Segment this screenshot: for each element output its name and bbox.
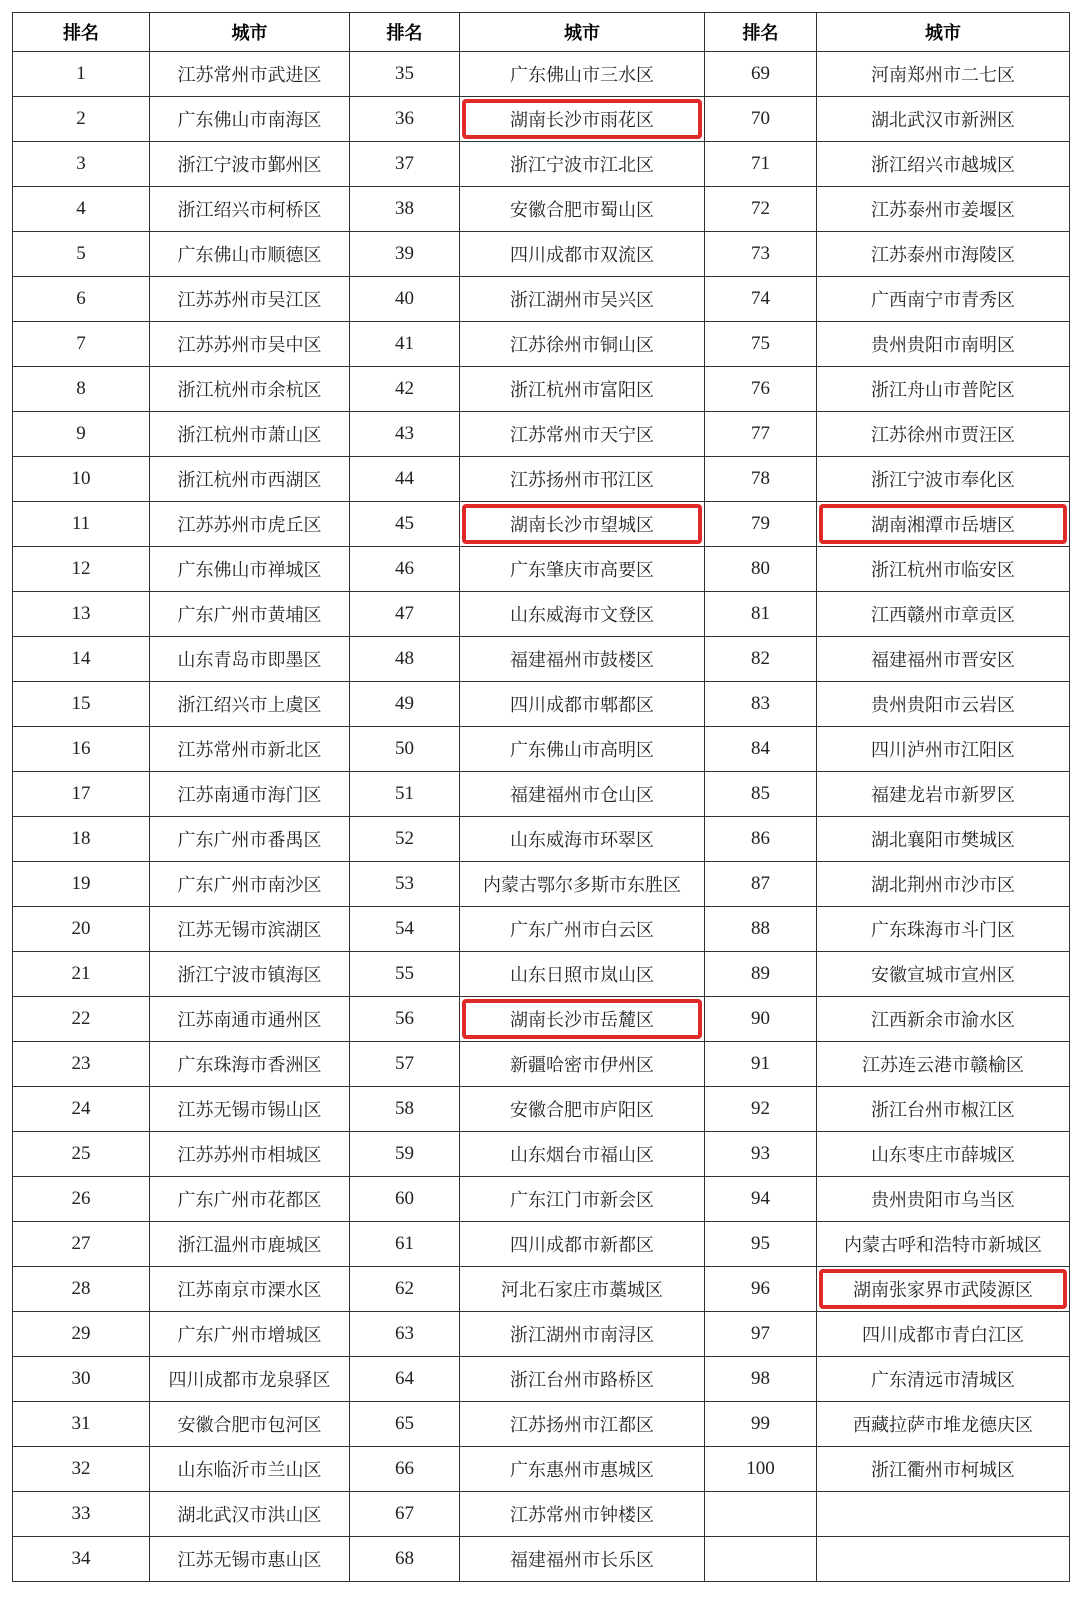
city-cell: 江苏徐州市贾汪区 bbox=[817, 412, 1070, 457]
rank-cell: 88 bbox=[705, 907, 817, 952]
header-rank-3: 排名 bbox=[705, 13, 817, 52]
rank-cell: 71 bbox=[705, 142, 817, 187]
city-cell: 四川泸州市江阳区 bbox=[817, 727, 1070, 772]
city-cell: 四川成都市双流区 bbox=[460, 232, 705, 277]
rank-cell: 68 bbox=[350, 1537, 460, 1582]
rank-cell: 53 bbox=[350, 862, 460, 907]
city-cell: 广东佛山市三水区 bbox=[460, 52, 705, 97]
table-header-row bbox=[13, 13, 1070, 52]
rank-cell: 56 bbox=[350, 997, 460, 1042]
rank-cell: 64 bbox=[350, 1357, 460, 1402]
city-cell: 浙江湖州市南浔区 bbox=[460, 1312, 705, 1357]
table-row bbox=[13, 367, 1070, 412]
table-body bbox=[13, 52, 1070, 1582]
table-row bbox=[13, 727, 1070, 772]
city-cell: 贵州贵阳市云岩区 bbox=[817, 682, 1070, 727]
city-cell: 广东肇庆市高要区 bbox=[460, 547, 705, 592]
rank-cell: 25 bbox=[13, 1132, 150, 1177]
rank-cell: 76 bbox=[705, 367, 817, 412]
city-cell: 福建福州市晋安区 bbox=[817, 637, 1070, 682]
rank-cell: 12 bbox=[13, 547, 150, 592]
table-row bbox=[13, 1042, 1070, 1087]
rank-cell: 92 bbox=[705, 1087, 817, 1132]
city-cell: 江苏无锡市滨湖区 bbox=[150, 907, 350, 952]
rank-cell: 66 bbox=[350, 1447, 460, 1492]
city-cell: 湖北武汉市洪山区 bbox=[150, 1492, 350, 1537]
rank-cell: 73 bbox=[705, 232, 817, 277]
table-row bbox=[13, 817, 1070, 862]
city-cell: 江苏连云港市赣榆区 bbox=[817, 1042, 1070, 1087]
table-row bbox=[13, 502, 1070, 547]
rank-cell: 2 bbox=[13, 97, 150, 142]
rank-cell: 15 bbox=[13, 682, 150, 727]
table-row bbox=[13, 772, 1070, 817]
city-cell: 广东珠海市香洲区 bbox=[150, 1042, 350, 1087]
city-cell: 江苏扬州市邗江区 bbox=[460, 457, 705, 502]
rank-cell: 69 bbox=[705, 52, 817, 97]
rank-cell: 7 bbox=[13, 322, 150, 367]
city-cell: 山东临沂市兰山区 bbox=[150, 1447, 350, 1492]
rank-cell: 47 bbox=[350, 592, 460, 637]
rank-cell: 82 bbox=[705, 637, 817, 682]
rank-cell: 98 bbox=[705, 1357, 817, 1402]
city-cell: 浙江温州市鹿城区 bbox=[150, 1222, 350, 1267]
rank-cell: 6 bbox=[13, 277, 150, 322]
city-cell: 浙江绍兴市上虞区 bbox=[150, 682, 350, 727]
rank-cell: 44 bbox=[350, 457, 460, 502]
rank-cell: 80 bbox=[705, 547, 817, 592]
rank-cell: 26 bbox=[13, 1177, 150, 1222]
city-cell: 广东佛山市顺德区 bbox=[150, 232, 350, 277]
rank-cell: 20 bbox=[13, 907, 150, 952]
city-cell: 江苏徐州市铜山区 bbox=[460, 322, 705, 367]
table-row bbox=[13, 637, 1070, 682]
rank-cell: 4 bbox=[13, 187, 150, 232]
rank-cell: 38 bbox=[350, 187, 460, 232]
table-row bbox=[13, 1087, 1070, 1132]
rank-cell: 10 bbox=[13, 457, 150, 502]
rank-cell: 28 bbox=[13, 1267, 150, 1312]
city-cell-highlighted: 湖南长沙市望城区 bbox=[460, 502, 705, 547]
city-cell: 山东枣庄市薛城区 bbox=[817, 1132, 1070, 1177]
city-cell: 山东青岛市即墨区 bbox=[150, 637, 350, 682]
city-cell: 浙江宁波市镇海区 bbox=[150, 952, 350, 997]
rank-cell: 99 bbox=[705, 1402, 817, 1447]
city-cell: 广东珠海市斗门区 bbox=[817, 907, 1070, 952]
city-cell: 浙江绍兴市柯桥区 bbox=[150, 187, 350, 232]
rank-cell: 94 bbox=[705, 1177, 817, 1222]
rank-cell: 72 bbox=[705, 187, 817, 232]
city-cell: 广东广州市增城区 bbox=[150, 1312, 350, 1357]
rank-cell: 21 bbox=[13, 952, 150, 997]
city-cell: 广东清远市清城区 bbox=[817, 1357, 1070, 1402]
rank-cell: 13 bbox=[13, 592, 150, 637]
city-cell: 江苏常州市新北区 bbox=[150, 727, 350, 772]
rank-cell: 59 bbox=[350, 1132, 460, 1177]
city-cell: 广东广州市黄埔区 bbox=[150, 592, 350, 637]
rank-cell: 61 bbox=[350, 1222, 460, 1267]
rank-cell: 19 bbox=[13, 862, 150, 907]
table-row bbox=[13, 232, 1070, 277]
city-cell: 江苏无锡市惠山区 bbox=[150, 1537, 350, 1582]
city-cell: 浙江杭州市临安区 bbox=[817, 547, 1070, 592]
table-row bbox=[13, 1222, 1070, 1267]
city-cell: 江苏扬州市江都区 bbox=[460, 1402, 705, 1447]
rank-cell: 3 bbox=[13, 142, 150, 187]
rank-cell: 75 bbox=[705, 322, 817, 367]
city-cell: 福建龙岩市新罗区 bbox=[817, 772, 1070, 817]
rank-cell: 50 bbox=[350, 727, 460, 772]
rank-cell: 37 bbox=[350, 142, 460, 187]
rank-cell: 17 bbox=[13, 772, 150, 817]
rank-cell: 77 bbox=[705, 412, 817, 457]
rank-cell: 39 bbox=[350, 232, 460, 277]
table-row bbox=[13, 187, 1070, 232]
ranking-table-container bbox=[12, 12, 1070, 1582]
city-cell: 福建福州市长乐区 bbox=[460, 1537, 705, 1582]
city-cell: 湖北荆州市沙市区 bbox=[817, 862, 1070, 907]
city-cell: 浙江绍兴市越城区 bbox=[817, 142, 1070, 187]
city-cell: 浙江杭州市西湖区 bbox=[150, 457, 350, 502]
rank-cell: 8 bbox=[13, 367, 150, 412]
table-row bbox=[13, 142, 1070, 187]
city-cell: 江苏常州市天宁区 bbox=[460, 412, 705, 457]
rank-cell: 14 bbox=[13, 637, 150, 682]
rank-cell: 90 bbox=[705, 997, 817, 1042]
city-cell: 浙江宁波市奉化区 bbox=[817, 457, 1070, 502]
city-cell: 江苏常州市武进区 bbox=[150, 52, 350, 97]
table-row bbox=[13, 1312, 1070, 1357]
rank-cell: 54 bbox=[350, 907, 460, 952]
city-cell-highlighted: 湖南长沙市雨花区 bbox=[460, 97, 705, 142]
city-cell: 浙江台州市路桥区 bbox=[460, 1357, 705, 1402]
rank-cell: 89 bbox=[705, 952, 817, 997]
table-row bbox=[13, 1402, 1070, 1447]
city-cell: 浙江舟山市普陀区 bbox=[817, 367, 1070, 412]
table-row bbox=[13, 277, 1070, 322]
table-row bbox=[13, 1267, 1070, 1312]
city-cell: 江苏苏州市吴中区 bbox=[150, 322, 350, 367]
rank-cell: 84 bbox=[705, 727, 817, 772]
city-cell: 广东广州市番禺区 bbox=[150, 817, 350, 862]
city-cell: 广东惠州市惠城区 bbox=[460, 1447, 705, 1492]
table-row bbox=[13, 52, 1070, 97]
rank-cell: 63 bbox=[350, 1312, 460, 1357]
city-cell: 浙江湖州市吴兴区 bbox=[460, 277, 705, 322]
rank-cell: 5 bbox=[13, 232, 150, 277]
city-cell: 山东日照市岚山区 bbox=[460, 952, 705, 997]
table-row bbox=[13, 1537, 1070, 1582]
table-row bbox=[13, 997, 1070, 1042]
city-cell: 福建福州市鼓楼区 bbox=[460, 637, 705, 682]
table-row bbox=[13, 97, 1070, 142]
city-cell: 江苏泰州市姜堰区 bbox=[817, 187, 1070, 232]
city-cell: 江苏苏州市虎丘区 bbox=[150, 502, 350, 547]
rank-cell: 83 bbox=[705, 682, 817, 727]
rank-cell: 36 bbox=[350, 97, 460, 142]
city-cell: 四川成都市郫都区 bbox=[460, 682, 705, 727]
rank-cell: 22 bbox=[13, 997, 150, 1042]
table-row bbox=[13, 322, 1070, 367]
city-cell: 江苏南通市海门区 bbox=[150, 772, 350, 817]
rank-cell: 67 bbox=[350, 1492, 460, 1537]
city-cell: 广东江门市新会区 bbox=[460, 1177, 705, 1222]
city-cell: 福建福州市仓山区 bbox=[460, 772, 705, 817]
city-cell: 新疆哈密市伊州区 bbox=[460, 1042, 705, 1087]
table-row bbox=[13, 592, 1070, 637]
city-cell: 江苏南通市通州区 bbox=[150, 997, 350, 1042]
table-row bbox=[13, 1492, 1070, 1537]
city-cell-highlighted: 湖南张家界市武陵源区 bbox=[817, 1267, 1070, 1312]
city-cell: 江西新余市渝水区 bbox=[817, 997, 1070, 1042]
rank-cell: 70 bbox=[705, 97, 817, 142]
table-row bbox=[13, 682, 1070, 727]
city-cell: 江西赣州市章贡区 bbox=[817, 592, 1070, 637]
rank-cell: 86 bbox=[705, 817, 817, 862]
city-cell: 安徽合肥市庐阳区 bbox=[460, 1087, 705, 1132]
city-cell: 浙江杭州市余杭区 bbox=[150, 367, 350, 412]
table-row bbox=[13, 907, 1070, 952]
rank-cell: 11 bbox=[13, 502, 150, 547]
city-cell: 山东烟台市福山区 bbox=[460, 1132, 705, 1177]
table-row bbox=[13, 1447, 1070, 1492]
rank-cell: 16 bbox=[13, 727, 150, 772]
header-rank-1: 排名 bbox=[13, 13, 150, 52]
city-cell: 湖北武汉市新洲区 bbox=[817, 97, 1070, 142]
rank-cell: 45 bbox=[350, 502, 460, 547]
rank-cell: 96 bbox=[705, 1267, 817, 1312]
rank-cell: 100 bbox=[705, 1447, 817, 1492]
rank-cell: 9 bbox=[13, 412, 150, 457]
city-cell: 浙江宁波市江北区 bbox=[460, 142, 705, 187]
city-cell: 贵州贵阳市南明区 bbox=[817, 322, 1070, 367]
city-cell: 山东威海市环翠区 bbox=[460, 817, 705, 862]
header-city-1: 城市 bbox=[150, 13, 350, 52]
table-row bbox=[13, 1132, 1070, 1177]
city-cell: 浙江杭州市萧山区 bbox=[150, 412, 350, 457]
table-row bbox=[13, 1357, 1070, 1402]
city-cell: 广东广州市白云区 bbox=[460, 907, 705, 952]
table-row bbox=[13, 547, 1070, 592]
city-cell: 广东佛山市高明区 bbox=[460, 727, 705, 772]
rank-cell: 58 bbox=[350, 1087, 460, 1132]
city-cell: 安徽合肥市包河区 bbox=[150, 1402, 350, 1447]
city-cell: 四川成都市青白江区 bbox=[817, 1312, 1070, 1357]
rank-cell: 48 bbox=[350, 637, 460, 682]
rank-cell: 55 bbox=[350, 952, 460, 997]
rank-cell: 27 bbox=[13, 1222, 150, 1267]
city-cell: 江苏苏州市相城区 bbox=[150, 1132, 350, 1177]
table-row bbox=[13, 952, 1070, 997]
city-cell: 浙江宁波市鄞州区 bbox=[150, 142, 350, 187]
city-cell: 广东广州市南沙区 bbox=[150, 862, 350, 907]
rank-cell: 30 bbox=[13, 1357, 150, 1402]
city-cell: 安徽合肥市蜀山区 bbox=[460, 187, 705, 232]
rank-cell: 74 bbox=[705, 277, 817, 322]
rank-cell: 85 bbox=[705, 772, 817, 817]
rank-cell: 1 bbox=[13, 52, 150, 97]
city-cell: 四川成都市龙泉驿区 bbox=[150, 1357, 350, 1402]
rank-cell: 23 bbox=[13, 1042, 150, 1087]
rank-cell: 79 bbox=[705, 502, 817, 547]
rank-cell: 93 bbox=[705, 1132, 817, 1177]
rank-cell: 49 bbox=[350, 682, 460, 727]
city-cell: 湖北襄阳市樊城区 bbox=[817, 817, 1070, 862]
rank-cell: 43 bbox=[350, 412, 460, 457]
rank-cell: 51 bbox=[350, 772, 460, 817]
table-row bbox=[13, 457, 1070, 502]
rank-cell: 52 bbox=[350, 817, 460, 862]
rank-cell: 78 bbox=[705, 457, 817, 502]
city-cell: 河南郑州市二七区 bbox=[817, 52, 1070, 97]
table-row bbox=[13, 862, 1070, 907]
rank-cell: 18 bbox=[13, 817, 150, 862]
rank-cell: 91 bbox=[705, 1042, 817, 1087]
city-cell bbox=[817, 1492, 1070, 1537]
city-cell: 广东佛山市禅城区 bbox=[150, 547, 350, 592]
city-cell-highlighted: 湖南长沙市岳麓区 bbox=[460, 997, 705, 1042]
table-row bbox=[13, 1177, 1070, 1222]
rank-cell: 32 bbox=[13, 1447, 150, 1492]
rank-cell: 33 bbox=[13, 1492, 150, 1537]
city-cell: 安徽宣城市宣州区 bbox=[817, 952, 1070, 997]
rank-cell: 60 bbox=[350, 1177, 460, 1222]
city-cell: 山东威海市文登区 bbox=[460, 592, 705, 637]
rank-cell: 65 bbox=[350, 1402, 460, 1447]
header-city-3: 城市 bbox=[817, 13, 1070, 52]
city-cell: 浙江衢州市柯城区 bbox=[817, 1447, 1070, 1492]
city-cell: 江苏泰州市海陵区 bbox=[817, 232, 1070, 277]
city-cell: 西藏拉萨市堆龙德庆区 bbox=[817, 1402, 1070, 1447]
city-cell: 广东佛山市南海区 bbox=[150, 97, 350, 142]
rank-cell: 62 bbox=[350, 1267, 460, 1312]
city-cell: 浙江杭州市富阳区 bbox=[460, 367, 705, 412]
rank-cell: 42 bbox=[350, 367, 460, 412]
city-cell: 江苏常州市钟楼区 bbox=[460, 1492, 705, 1537]
rank-cell: 87 bbox=[705, 862, 817, 907]
rank-cell: 46 bbox=[350, 547, 460, 592]
city-cell: 贵州贵阳市乌当区 bbox=[817, 1177, 1070, 1222]
rank-cell: 97 bbox=[705, 1312, 817, 1357]
city-cell bbox=[817, 1537, 1070, 1582]
city-cell: 江苏南京市溧水区 bbox=[150, 1267, 350, 1312]
city-cell: 内蒙古鄂尔多斯市东胜区 bbox=[460, 862, 705, 907]
rank-cell: 41 bbox=[350, 322, 460, 367]
rank-cell: 81 bbox=[705, 592, 817, 637]
table-row bbox=[13, 412, 1070, 457]
city-cell: 河北石家庄市藁城区 bbox=[460, 1267, 705, 1312]
city-cell-highlighted: 湖南湘潭市岳塘区 bbox=[817, 502, 1070, 547]
city-cell: 广东广州市花都区 bbox=[150, 1177, 350, 1222]
city-cell: 浙江台州市椒江区 bbox=[817, 1087, 1070, 1132]
rank-cell: 57 bbox=[350, 1042, 460, 1087]
rank-cell: 40 bbox=[350, 277, 460, 322]
city-cell: 江苏苏州市吴江区 bbox=[150, 277, 350, 322]
rank-cell: 31 bbox=[13, 1402, 150, 1447]
header-rank-2: 排名 bbox=[350, 13, 460, 52]
city-cell: 江苏无锡市锡山区 bbox=[150, 1087, 350, 1132]
rank-cell bbox=[705, 1537, 817, 1582]
rank-cell: 95 bbox=[705, 1222, 817, 1267]
city-cell: 四川成都市新都区 bbox=[460, 1222, 705, 1267]
rank-cell bbox=[705, 1492, 817, 1537]
district-ranking-table bbox=[12, 12, 1070, 1582]
rank-cell: 34 bbox=[13, 1537, 150, 1582]
rank-cell: 35 bbox=[350, 52, 460, 97]
header-city-2: 城市 bbox=[460, 13, 705, 52]
city-cell: 广西南宁市青秀区 bbox=[817, 277, 1070, 322]
city-cell: 内蒙古呼和浩特市新城区 bbox=[817, 1222, 1070, 1267]
rank-cell: 29 bbox=[13, 1312, 150, 1357]
rank-cell: 24 bbox=[13, 1087, 150, 1132]
